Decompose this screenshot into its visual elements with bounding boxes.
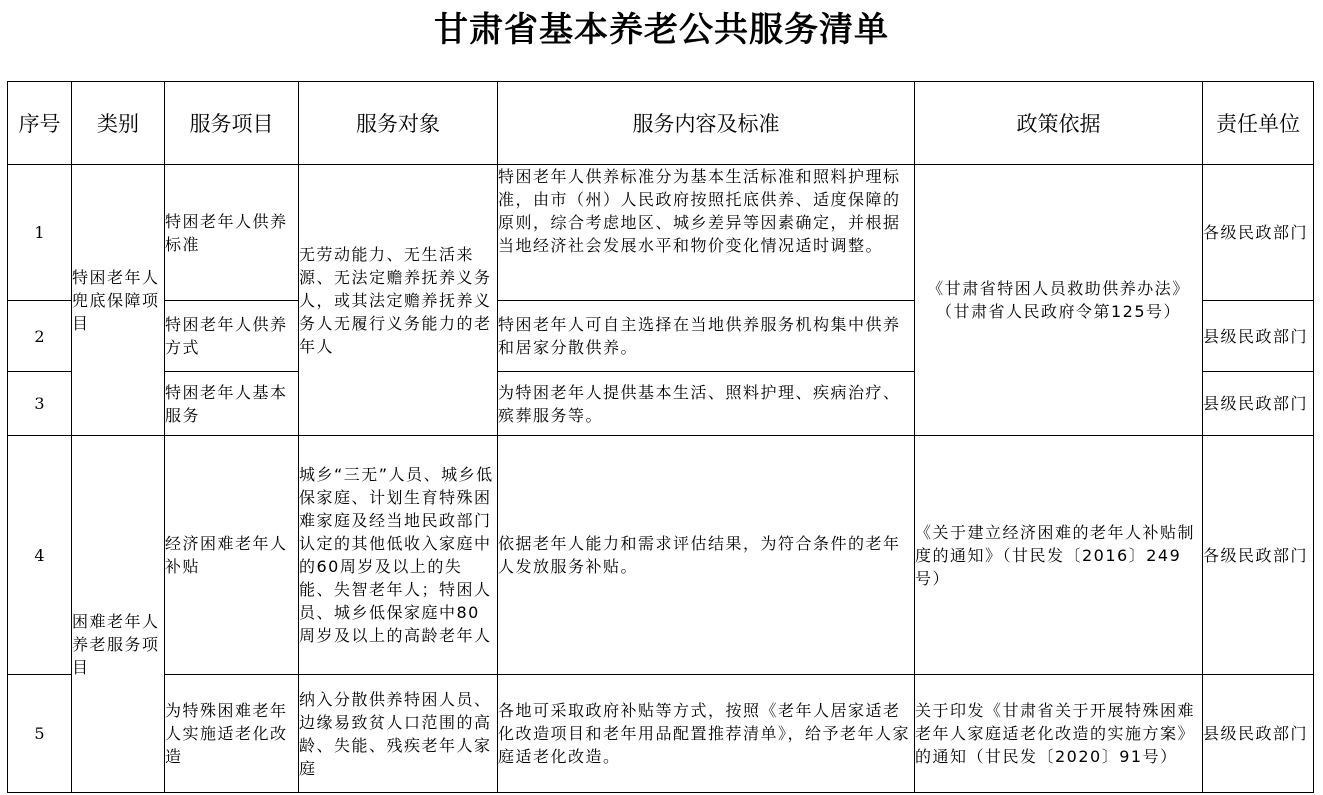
target-cell: 纳入分散供养特困人员、边缘易致贫人口范围的高龄、失能、残疾老年人家庭 <box>299 675 498 793</box>
header-seq: 序号 <box>8 82 72 165</box>
header-target: 服务对象 <box>299 82 498 165</box>
header-unit: 责任单位 <box>1203 82 1314 165</box>
header-row <box>8 82 1314 165</box>
unit-cell: 县级民政部门 <box>1203 301 1314 372</box>
content-cell: 特困老年人供养标准分为基本生活标准和照料护理标准，由市（州）人民政府按照托底供养、适度保障的原则，综合考虑地区、城乡差异等因素确定，并根据当地经济社会发展水平和物价变化情况适时调整。 <box>498 165 915 301</box>
item-cell: 经济困难老年人补贴 <box>165 436 299 675</box>
item-cell: 为特殊困难老年人实施适老化改造 <box>165 675 299 793</box>
header-content: 服务内容及标准 <box>498 82 915 165</box>
content-cell: 为特困老年人提供基本生活、照料护理、疾病治疗、殡葬服务等。 <box>498 372 915 436</box>
header-item: 服务项目 <box>165 82 299 165</box>
item-cell: 特困老年人供养方式 <box>165 301 299 372</box>
item-cell: 特困老年人供养标准 <box>165 165 299 301</box>
row-seq: 4 <box>8 436 72 675</box>
row-seq: 5 <box>8 675 72 793</box>
policy-cell: 《甘肃省特困人员救助供养办法》（甘肃省人民政府令第125号） <box>915 165 1203 436</box>
policy-cell: 关于印发《甘肃省关于开展特殊困难老年人家庭适老化改造的实施方案》的通知（甘民发〔2020〕91号） <box>915 675 1203 793</box>
table-row <box>8 675 1314 793</box>
category-cell: 特困老年人兜底保障项目 <box>72 165 165 436</box>
item-cell: 特困老年人基本服务 <box>165 372 299 436</box>
table-row <box>8 436 1314 675</box>
header-category: 类别 <box>72 82 165 165</box>
unit-cell: 县级民政部门 <box>1203 372 1314 436</box>
table-row <box>8 165 1314 301</box>
row-seq: 1 <box>8 165 72 301</box>
unit-cell: 各级民政部门 <box>1203 165 1314 301</box>
header-policy: 政策依据 <box>915 82 1203 165</box>
content-cell: 特困老年人可自主选择在当地供养服务机构集中供养和居家分散供养。 <box>498 301 915 372</box>
target-cell: 城乡“三无”人员、城乡低保家庭、计划生育特殊困难家庭及经当地民政部门认定的其他低收入家庭中的60周岁及以上的失能、失智老年人；特困人员、城乡低保家庭中80周岁及以上的高龄老年人 <box>299 436 498 675</box>
target-cell: 无劳动能力、无生活来源、无法定赡养抚养义务人，或其法定赡养抚养义务人无履行义务能力的老年人 <box>299 165 498 436</box>
unit-cell: 各级民政部门 <box>1203 436 1314 675</box>
page-title: 甘肃省基本养老公共服务清单 <box>434 10 889 50</box>
category-cell: 困难老年人养老服务项目 <box>72 436 165 793</box>
content-cell: 各地可采取政府补贴等方式，按照《老年人居家适老化改造项目和老年用品配置推荐清单》，给予老年人家庭适老化改造。 <box>498 675 915 793</box>
row-seq: 3 <box>8 372 72 436</box>
content-cell: 依据老年人能力和需求评估结果，为符合条件的老年人发放服务补贴。 <box>498 436 915 675</box>
unit-cell: 县级民政部门 <box>1203 675 1314 793</box>
policy-cell: 《关于建立经济困难的老年人补贴制度的通知》（甘民发〔2016〕249号） <box>915 436 1203 675</box>
row-seq: 2 <box>8 301 72 372</box>
service-table <box>7 81 1314 793</box>
